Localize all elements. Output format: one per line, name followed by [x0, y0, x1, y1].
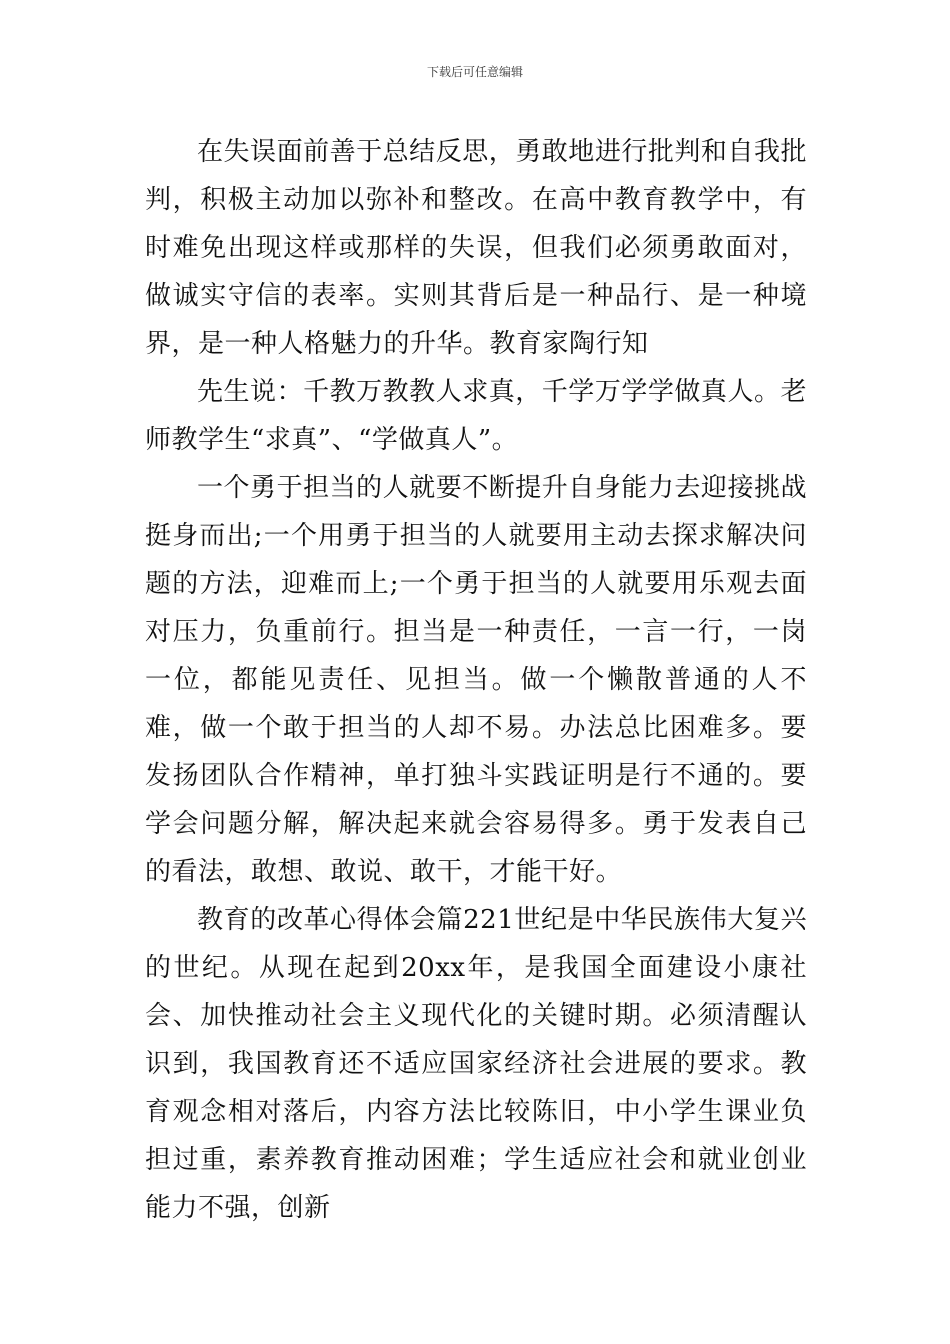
- paragraph-3: 一个勇于担当的人就要不断提升自身能力去迎接挑战挺身而出;一个用勇于担当的人就要用主动去探求解决问题的方法，迎难而上;一个勇于担当的人就要用乐观去面对压力，负重前行。担当是一种责任，一言一行，一岗一位，都能见责任、见担当。做一个懒散普通的人不难，做一个敢于担当的人却不易。办法总比困难多。要发扬团队合作精神，单打独斗实践证明是行不通的。要学会问题分解，解决起来就会容易得多。勇于发表自己的看法，敢想、敢说、敢干，才能干好。: [145, 473, 807, 887]
- paragraph-2: 先生说：千教万教教人求真，千学万学学做真人。老师教学生“求真”、“学做真人”。: [145, 377, 807, 455]
- paragraph-4: 教育的改革心得体会篇221世纪是中华民族伟大复兴的世纪。从现在起到20xx年，是我国全面建设小康社会、加快推动社会主义现代化的关键时期。必须清醒认识到，我国教育还不适应国家经济社会进展的要求。教育观念相对落后，内容方法比较陈旧，中小学生课业负担过重，素养教育推动困难；学生适应社会和就业创业能力不强，创新: [145, 905, 807, 1223]
- document-body: [145, 128, 807, 1232]
- page-header-note: 下载后可任意编辑: [426, 65, 523, 79]
- paragraph-1: 在失误面前善于总结反思，勇敢地进行批判和自我批判，积极主动加以弥补和整改。在高中教育教学中，有时难免出现这样或那样的失误，但我们必须勇敢面对，做诚实守信的表率。实则其背后是一种品行、是一种境界，是一种人格魅力的升华。教育家陶行知: [145, 137, 807, 359]
